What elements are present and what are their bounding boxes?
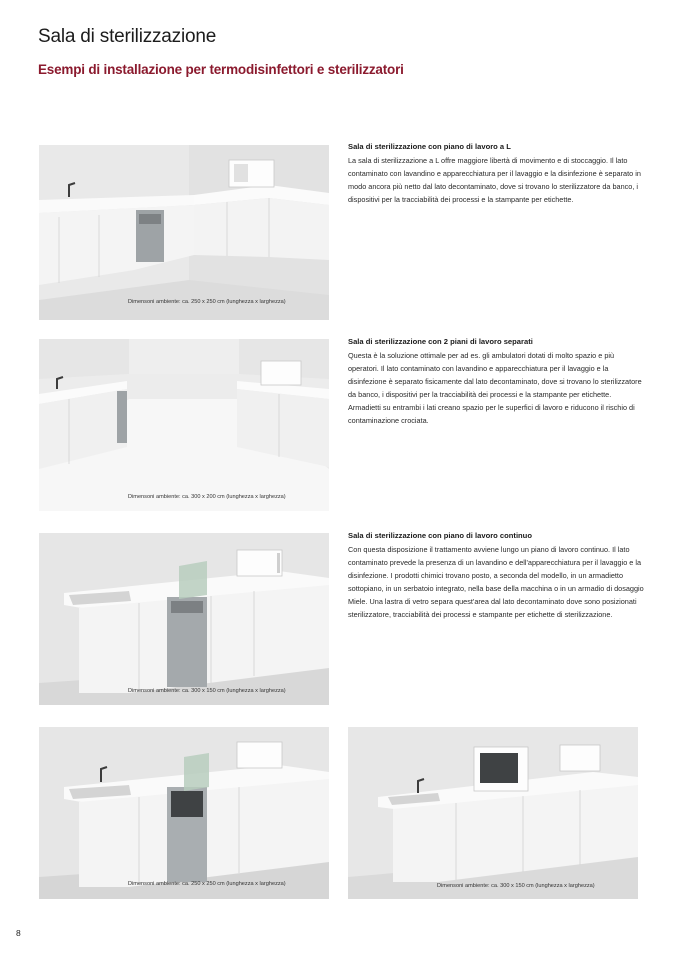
example-l-shaped xyxy=(348,142,644,206)
page-subtitle: Esempi di installazione per termodisinfettori e sterilizzatori xyxy=(38,62,404,77)
example-continuous xyxy=(348,531,644,621)
page-title: Sala di sterilizzazione xyxy=(38,26,217,47)
continuous-counter-photo xyxy=(39,533,329,705)
example-heading: Sala di sterilizzazione con piano di lavoro a L xyxy=(348,142,511,151)
l-shaped-room-photo xyxy=(39,145,329,320)
example-body: Con questa disposizione il trattamento avviene lungo un piano di lavoro continuo. Il lato contaminato prevede la presenza di un lavandino e dell'apparecchiatura per il lavaggio e la disinfezione. I prodotti chimici trovano posto, a seconda del modello, in un armadietto sottopiano, in un serbatoio integrato, nella base della macchina o in un armadio di dosaggio Miele. Una lastra di vetro separa quest'area dal lato decontaminato dove sono posizionati sterilizzatore, tracciabilità dei processi e stampante per etichette di sterilizzazione. xyxy=(348,545,644,619)
example-heading: Sala di sterilizzazione con piano di lavoro continuo xyxy=(348,531,532,540)
page-number: 8 xyxy=(16,928,21,938)
continuous-counter-photo-alt xyxy=(39,727,329,899)
counter-with-sterilizers-photo xyxy=(348,727,638,899)
photo-caption: Dimensoni ambiente: ca. 300 x 150 cm (lunghezza x larghezza) xyxy=(128,688,286,694)
example-body: Questa è la soluzione ottimale per ad es. gli ambulatori dotati di molto spazio e più operatori. Il lato contaminato con lavandino e apparecchiatura per il lavaggio e la disinfezione è separato fisicamente dal lato decontaminato, dove si trovano lo sterilizzatore da banco, i dispositivi per la tracciabilità dei processi e la stampante per etichette. Armadietti su entrambi i lati creano spazio per le superfici di lavoro e riducono il rischio di contaminazione crociata. xyxy=(348,351,642,425)
two-counters-room-photo xyxy=(39,339,329,511)
example-two-counters xyxy=(348,337,644,427)
photo-caption: Dimensoni ambiente: ca. 250 x 250 cm (lunghezza x larghezza) xyxy=(128,881,286,887)
example-body: La sala di sterilizzazione a L offre maggiore libertà di movimento e di stoccaggio. Il lato contaminato con lavandino e apparecchiatura per il lavaggio e la disinfezione è separato in modo ancora più netto dal lato decontaminato, dove si trovano lo sterilizzatore da banco, i dispositivi per la tracciabilità dei processi e la stampante per etichette. xyxy=(348,156,641,204)
photo-caption: Dimensoni ambiente: ca. 300 x 200 cm (lunghezza x larghezza) xyxy=(128,494,286,500)
photo-caption: Dimensoni ambiente: ca. 250 x 250 cm (lunghezza x larghezza) xyxy=(128,299,286,305)
example-heading: Sala di sterilizzazione con 2 piani di lavoro separati xyxy=(348,337,533,346)
photo-caption: Dimensoni ambiente: ca. 300 x 150 cm (lunghezza x larghezza) xyxy=(437,883,595,889)
